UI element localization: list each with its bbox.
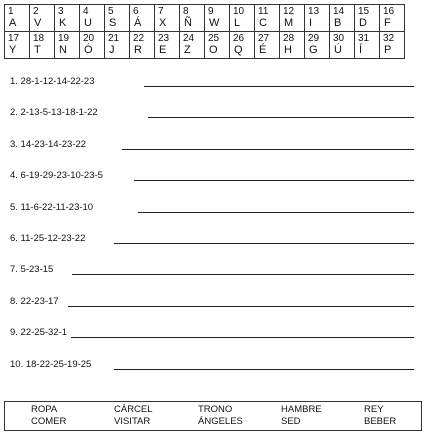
word-bank-word: BEBER <box>364 416 397 427</box>
cipher-letter: I <box>309 17 313 29</box>
exercise-code: 2. 2-13-5-13-18-1-22 <box>10 107 102 118</box>
cipher-number: 27 <box>258 33 270 44</box>
word-bank-word: CÁRCEL <box>114 404 153 415</box>
cipher-letter: X <box>159 17 167 29</box>
cipher-letter: V <box>34 17 42 29</box>
cipher-letter: A <box>9 17 17 29</box>
cipher-letter: E <box>159 44 167 56</box>
cipher-number: 1 <box>8 6 14 17</box>
cipher-letter: U <box>84 17 92 29</box>
cipher-letter: K <box>59 17 67 29</box>
cipher-letter: G <box>309 44 318 56</box>
cipher-cell <box>5 5 30 32</box>
cipher-cell <box>330 5 355 32</box>
cipher-cell <box>230 32 255 59</box>
cipher-cell <box>30 32 55 59</box>
cipher-cell <box>305 5 330 32</box>
cipher-cell <box>305 32 330 59</box>
cipher-number: 29 <box>308 33 320 44</box>
cipher-cell <box>130 32 155 59</box>
cipher-cell <box>230 5 255 32</box>
exercise-item <box>10 139 414 153</box>
cipher-cell <box>380 32 405 59</box>
cipher-number: 20 <box>83 33 95 44</box>
cipher-number: 31 <box>358 33 370 44</box>
cipher-letter: Q <box>234 44 243 56</box>
word-bank-word: VISITAR <box>114 416 151 427</box>
cipher-letter: R <box>134 44 142 56</box>
cipher-cell <box>130 5 155 32</box>
cipher-letter: Ú <box>334 44 342 56</box>
word-bank <box>4 401 422 431</box>
exercise-item <box>10 296 414 310</box>
word-bank-column <box>364 404 396 428</box>
cipher-cell <box>55 32 80 59</box>
cipher-cell <box>355 5 380 32</box>
cipher-number: 17 <box>8 33 20 44</box>
cipher-cell <box>180 32 205 59</box>
cipher-number: 18 <box>33 33 45 44</box>
cipher-cell <box>155 32 180 59</box>
cipher-letter: J <box>109 44 115 56</box>
cipher-number: 24 <box>183 33 195 44</box>
cipher-letter: N <box>59 44 67 56</box>
cipher-row <box>5 32 405 59</box>
cipher-cell <box>180 5 205 32</box>
cipher-number: 14 <box>333 6 345 17</box>
exercise-code: 6. 11-25-12-23-22 <box>10 233 89 244</box>
cipher-number: 16 <box>383 6 395 17</box>
cipher-number: 11 <box>258 6 269 17</box>
cipher-cell <box>105 5 130 32</box>
cipher-letter: O <box>209 44 218 56</box>
cipher-cell <box>205 5 230 32</box>
cipher-letter: É <box>259 44 267 56</box>
word-bank-word: SED <box>281 416 301 427</box>
word-bank-word: TRONO <box>198 404 233 415</box>
word-bank-word: HAMBRE <box>281 404 322 415</box>
cipher-number: 8 <box>183 6 189 17</box>
exercise-item <box>10 202 414 216</box>
cipher-cell <box>80 5 105 32</box>
cipher-row <box>5 5 405 32</box>
cipher-cell <box>255 5 280 32</box>
answer-line[interactable] <box>144 86 414 87</box>
cipher-cell <box>255 32 280 59</box>
cipher-letter: H <box>284 44 292 56</box>
cipher-number: 23 <box>158 33 170 44</box>
exercise-code: 8. 22-23-17 <box>10 296 63 307</box>
cipher-letter: C <box>259 17 267 29</box>
cipher-number: 9 <box>208 6 214 17</box>
cipher-number: 7 <box>158 6 164 17</box>
exercise-item <box>10 327 414 341</box>
exercise-item <box>10 359 414 373</box>
cipher-cell <box>155 5 180 32</box>
cipher-letter: B <box>334 17 342 29</box>
cipher-cell <box>5 32 30 59</box>
word-bank-column <box>198 404 243 428</box>
cipher-cell <box>280 5 305 32</box>
cipher-cell <box>355 32 380 59</box>
cipher-cell <box>380 5 405 32</box>
cipher-number: 30 <box>333 33 345 44</box>
exercise-code: 5. 11-6-22-11-23-10 <box>10 202 97 213</box>
cipher-number: 3 <box>58 6 64 17</box>
cipher-cell <box>55 5 80 32</box>
cipher-letter: L <box>234 17 241 29</box>
word-bank-word: ROPA <box>31 404 58 415</box>
answer-line[interactable] <box>138 212 414 213</box>
cipher-letter: P <box>384 44 392 56</box>
exercise-item <box>10 107 414 121</box>
cipher-cell <box>205 32 230 59</box>
cipher-number: 25 <box>208 33 220 44</box>
word-bank-word: COMER <box>31 416 67 427</box>
cipher-cell <box>330 32 355 59</box>
cipher-number: 22 <box>133 33 145 44</box>
cipher-table <box>4 4 405 59</box>
cipher-letter: Z <box>184 44 191 56</box>
cipher-number: 13 <box>308 6 320 17</box>
word-bank-column <box>31 404 66 428</box>
cipher-cell <box>280 32 305 59</box>
exercise-item <box>10 264 414 278</box>
cipher-letter: F <box>384 17 391 29</box>
cipher-number: 6 <box>133 6 139 17</box>
exercise-code: 1. 28-1-12-14-22-23 <box>10 76 99 87</box>
cipher-number: 2 <box>33 6 39 17</box>
cipher-letter: W <box>209 17 220 29</box>
answer-line[interactable] <box>148 117 414 118</box>
word-bank-column <box>114 404 153 428</box>
cipher-letter: S <box>109 17 117 29</box>
cipher-number: 28 <box>283 33 295 44</box>
exercise-code: 10. 18-22-25-19-25 <box>10 359 95 370</box>
cipher-number: 4 <box>83 6 89 17</box>
cipher-letter: D <box>359 17 367 29</box>
cipher-number: 15 <box>358 6 370 17</box>
cipher-cell <box>80 32 105 59</box>
answer-line[interactable] <box>114 243 414 244</box>
answer-line[interactable] <box>122 149 414 150</box>
word-bank-word: REY <box>364 404 384 415</box>
cipher-number: 5 <box>108 6 114 17</box>
cipher-number: 26 <box>233 33 245 44</box>
cipher-cell <box>30 5 55 32</box>
cipher-letter: Á <box>134 17 142 29</box>
cipher-letter: Ó <box>84 44 93 56</box>
cipher-number: 32 <box>383 33 395 44</box>
cipher-letter: M <box>284 17 294 29</box>
exercise-code: 7. 5-23-15 <box>10 264 57 275</box>
word-bank-word: ÁNGELES <box>198 416 243 427</box>
answer-line[interactable] <box>134 180 414 181</box>
answer-line[interactable] <box>68 306 414 307</box>
exercise-code: 4. 6-19-29-23-10-23-5 <box>10 170 107 181</box>
cipher-number: 12 <box>283 6 295 17</box>
cipher-number: 19 <box>58 33 70 44</box>
cipher-number: 21 <box>108 33 120 44</box>
exercise-item <box>10 76 414 90</box>
word-bank-column <box>281 404 322 428</box>
cipher-cell <box>105 32 130 59</box>
cipher-letter: Ñ <box>184 17 192 29</box>
answer-line[interactable] <box>114 369 414 370</box>
cipher-number: 10 <box>233 6 245 17</box>
exercise-code: 9. 22-25-32-1 <box>10 327 71 338</box>
cipher-letter: Í <box>359 44 363 56</box>
answer-line[interactable] <box>72 274 414 275</box>
cipher-letter: Y <box>9 44 17 56</box>
exercise-item <box>10 170 414 184</box>
exercise-item <box>10 233 414 247</box>
exercise-code: 3. 14-23-14-23-22 <box>10 139 90 150</box>
answer-line[interactable] <box>70 337 414 338</box>
cipher-letter: T <box>34 44 41 56</box>
